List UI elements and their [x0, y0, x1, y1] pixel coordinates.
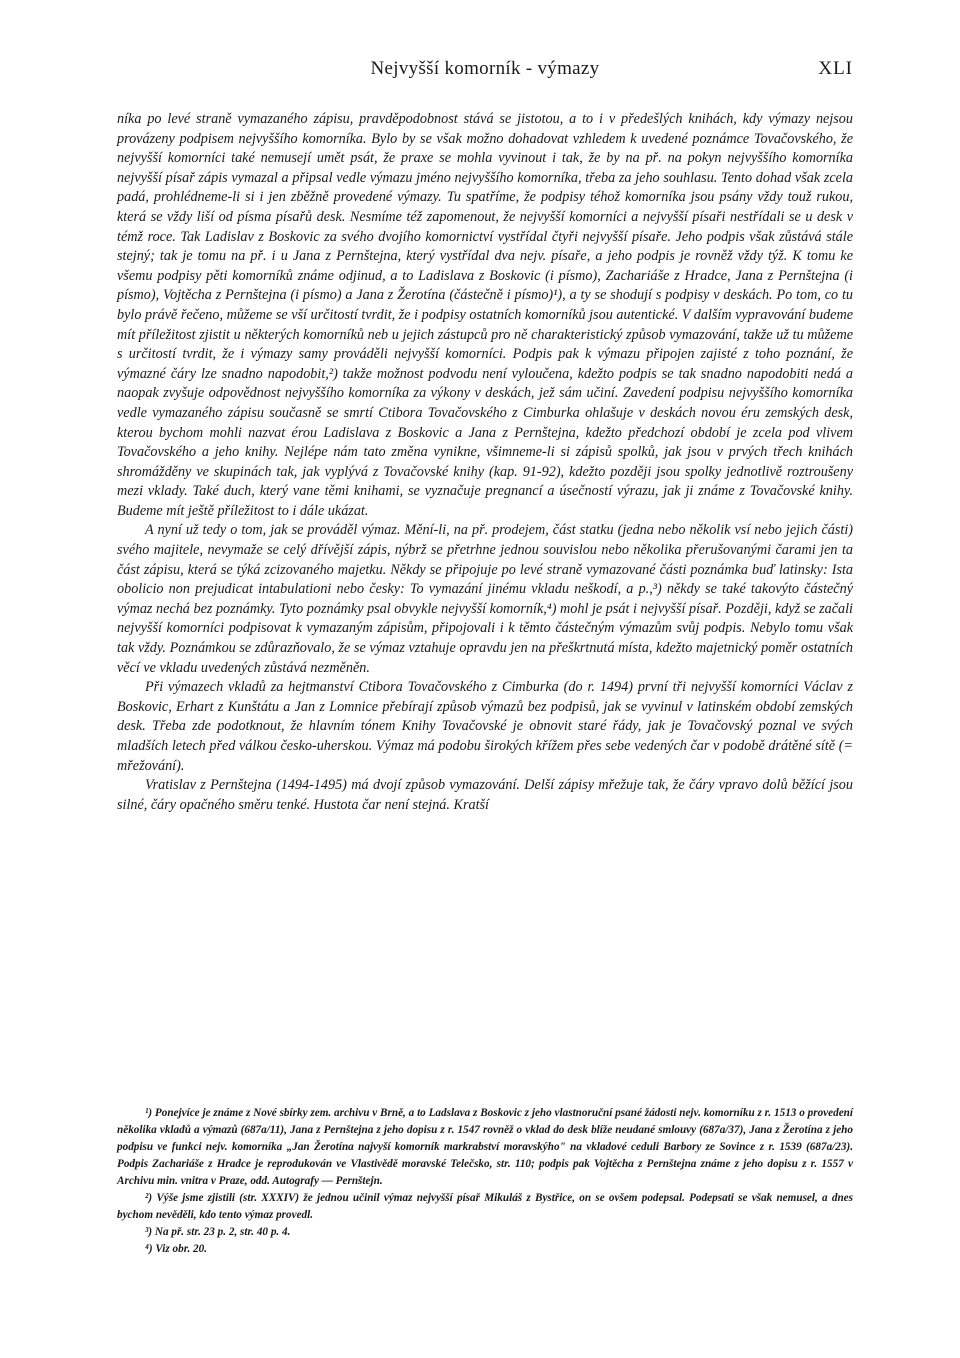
footnote: ⁴) Viz obr. 20. [145, 1243, 208, 1255]
running-title: Nejvyšší komorník - výmazy [370, 58, 600, 79]
footnotes [117, 1105, 853, 1258]
paragraph: A nyní už tedy o tom, jak se prováděl výmaz. Mění-li, na př. prodejem, část statku (jedna nebo několik vsí nebo jejich části) svého majitele, nevymaže se celý dřívější zápis, nýbrž se přetrhne jednou souvislou nebo několika přerušovanými čarami jen ta část zápisu, která se týká zcizovaného majetku. Někdy se připojuje po levé straně vymazované části poznámka buď latinsky: Ista obolicio non prejudicat intabulationi nebo česky: To vymazání jinému vkladu neškodí, a p.,³) někdy se také takovýto částečný výmaz nechá bez poznámky. Tyto poznámky psal obvykle nejvyšší komorník,⁴) mohl je psát i nejvyšší písař. Později, když se začali nejvyšší komorníci podpisovat k vymazaným zápisům, připojovali i k těmto částečným výmazům svůj podpis. Nebylo tomu však tak vždy. Poznámkou se zdůrazňovalo, že se výmaz vztahuje opravdu jen na přeškrtnutá místa, kdežto majetnický poměr ostatních věcí ve vkladu uvedených zůstává nezměněn. [117, 522, 853, 676]
main-text [117, 110, 853, 815]
paragraph: níka po levé straně vymazaného zápisu, pravděpodobnost stává se jistotou, a to i v předešlých knihách, kdy výmazy nejsou provázeny podpisem nejvyššího komorníka. Bylo by se však možno dohadovat vzhledem k uvedené poznámce Tovačovského, že nejvyšší komorníci také nemusejí umět psát, že praxe se mohla vyvinout i tak, že by na př. na pokyn nejvyššího komorníka nejvyšší písař zápis vymazal a připsal vedle výmazu jméno nejvyššího komorníka, třeba za jeho souhlasu. Tento dohad však zcela padá, prohlédneme-li si i jen zběžně provedené výmazy. Tu spatříme, že podpisy téhož komorníka jsou psány vždy touž rukou, která se vždy liší od písma písařů desk. Nesmíme též zapomenout, že nejvyšší komorníci a nejvyšší písaři nestřídali se u desk v témž roce. Tak Ladislav z Boskovic za svého dvojího komornictví vystřídal čtyři nejvyšší písaře. Jeho podpis však zůstává stále stejný; tak je tomu na př. i u Jana z Pernštejna, který vystřídal dva nejv. písaře, a jeho podpis je rovněž vždy týž. K tomu ke všemu podpisy pěti komorníků známe odjinud, a to Ladislava z Boskovic (i písmo), Zachariáše z Hradce, Jana z Pernštejna (i písmo), Vojtěcha z Pernštejna (i písmo) a Jana z Žerotína (částečně i písmo)¹), a ty se shodují s podpisy v deskách. Po tom, co tu bylo právě řečeno, můžeme se vší určitostí tvrdit, že i podpisy ostatních komorníků jsou autentické. V dalším vypravování budeme mít příležitost zjistit u některých komorníků neb u jejich zástupců pro ně charakteristický způsob vymazování, takže už tu můžeme s určitostí tvrdit, že i výmazy samy prováděli nejvyšší komorníci. Podpis pak k výmazu připojen zajisté z toho poznání, že výmazné čáry lze snadno napodobit,²) takže možnost podvodu není vyloučena, kdežto podpis se tak snadno napodobiti nedá a naopak zvyšuje odpovědnost nejvyššího komorníka za výkony v deskách, jež sám učiní. Zavedení podpisu nejvyššího komorníka vedle vymazaného zápisu současně se smrtí Ctibora Tovačovského z Cimburka ohlašuje v deskách novou éru zemských desk, kterou bychom mohli nazvat érou Ladislava z Boskovic a Jana z Pernštejna, kdežto předchozí období je zcela pod vlivem Tovačovského a jeho knihy. Nejlépe nám tato změna vynikne, všimneme-li si zápisů spolků, jak jsou v prvých třech knihách shromážděny ve skupinách tak, jak vyplývá z Tovačovské knihy (kap. 91-92), kdežto později jsou spolky jednotlivě roztroušeny mezi vklady. Také duch, který vane těmi knihami, se vyznačuje pregnancí a úsečností výrazu, jak ji známe z Tovačovské knihy. Budeme mít ještě příležitost to i dále ukázat. [117, 111, 853, 519]
footnote: ³) Na př. str. 23 p. 2, str. 40 p. 4. [145, 1226, 291, 1238]
paragraph: Při výmazech vkladů za hejtmanství Ctibora Tovačovského z Cimburka (do r. 1494) první tři nejvyšší komorníci Václav z Boskovic, Erhart z Kunštátu a Jan z Lomnice přebírají způsob výmazů bez podpisů, jak se vyvinul v latinském období zemských desk. Třeba zde podotknout, že hlavním tónem Knihy Tovačovské je obnovit staré řády, jak je Tovačovský poznal ve svých mladších letech před válkou česko-uherskou. Výmaz má podobu širokých křížem přes sebe vedených čar v podobě drátěné sítě (= mřežování). [117, 679, 853, 774]
page-number: XLI [818, 58, 853, 79]
footnote: ¹) Ponejvíce je známe z Nové sbírky zem. archivu v Brně, a to Ladslava z Boskovic z jeho vlastnoruční psané žádosti nejv. komorníku z r. 1513 o provedení několika vkladů a výmazů (687a/11), Jana z Pernštejna z jeho dopisu z r. 1547 rovněž o vklad do desk blíže neudané smlouvy (687a/37), Jana z Žerotína z jeho podpisu ve funkci nejv. komorníka „Jan Žerotína najvyší komorník markrabství moravskýho" na vkladové ceduli Barbory ze Sovince z r. 1539 (687a/23). Podpis Zachariáše z Hradce je reprodukován ve Vlastivědě moravské Telečsko, str. 110; podpis pak Vojtěcha z Pernštejna známe z jeho dopisu z r. 1557 v Archivu min. vnitra v Praze, odd. Autografy — Pernštejn. [117, 1107, 853, 1187]
paragraph: Vratislav z Pernštejna (1494-1495) má dvojí způsob vymazování. Delší zápisy mřežuje tak, že čáry vpravo dolů běžící jsou silné, čáry opačného směru tenké. Hustota čar není stejná. Kratší [117, 777, 853, 813]
running-header [117, 58, 853, 88]
footnote: ²) Výše jsme zjistili (str. XXXIV) že jednou učinil výmaz nejvyšší písař Mikuláš z Bystřice, on se ovšem podepsal. Podepsati se však nemusel, a dnes bychom nevěděli, kdo tento výmaz provedl. [117, 1192, 853, 1221]
